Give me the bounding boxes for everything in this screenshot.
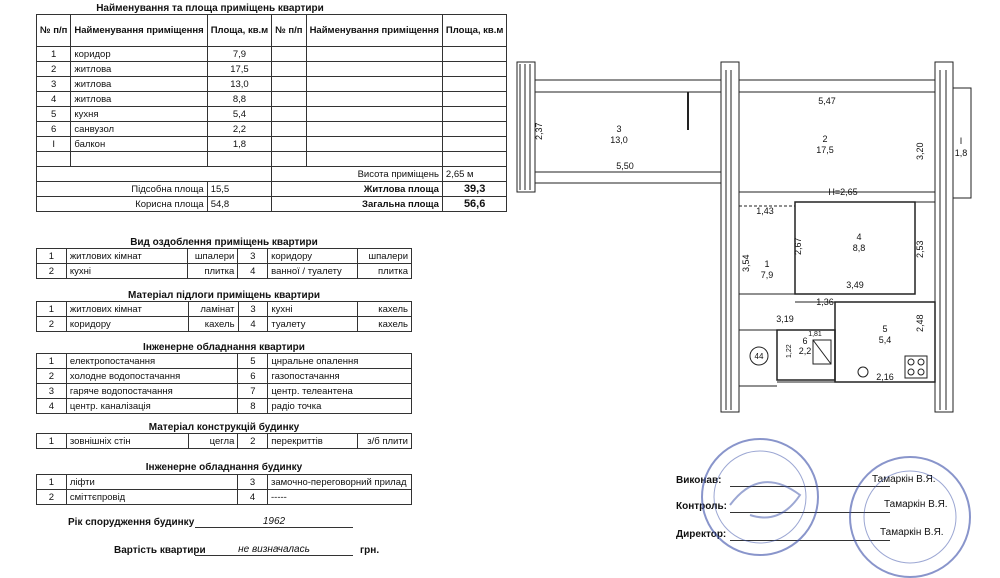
room-num: I xyxy=(37,137,71,152)
room-row xyxy=(37,77,507,92)
room-area: 5,4 xyxy=(207,107,272,122)
table-cell: 4 xyxy=(238,264,268,279)
table-cell: плитка xyxy=(358,264,412,279)
room3-num: 3 xyxy=(616,124,622,134)
useful-area-label: Корисна площа xyxy=(37,197,208,212)
table-cell: гаряче водопостачання xyxy=(66,384,238,399)
room5-area: 5,4 xyxy=(878,335,892,345)
aux-area-value: 15,5 xyxy=(207,182,272,197)
table-cell: ліфти xyxy=(66,475,237,490)
height-label: Висота приміщень xyxy=(272,167,443,182)
room-name: житлова xyxy=(71,62,207,77)
room-name: коридор xyxy=(71,47,207,62)
eng-bld-title: Інженерне обладнання будинку xyxy=(145,462,303,473)
room-area: 2,2 xyxy=(207,122,272,137)
height-value: 2,65 м xyxy=(442,167,507,182)
room-num: 4 xyxy=(37,92,71,107)
room-num: 5 xyxy=(37,107,71,122)
signature-scribble xyxy=(730,482,800,517)
room-num: 6 xyxy=(37,122,71,137)
dim-3-49: 3,49 xyxy=(846,280,864,290)
table-cell: перекриттів xyxy=(268,434,358,449)
table-cell: електропостачання xyxy=(66,354,238,369)
table-cell: 3 xyxy=(238,475,268,490)
table-row xyxy=(37,302,412,317)
dim-5-50: 5,50 xyxy=(616,161,634,171)
room-area: 7,9 xyxy=(207,47,272,62)
table-cell: 3 xyxy=(238,249,268,264)
room-area: 8,8 xyxy=(207,92,272,107)
table-row xyxy=(37,264,412,279)
dim-2-37: 2,37 xyxy=(534,122,544,140)
table-cell: радіо точка xyxy=(268,399,412,414)
room-name: житлова xyxy=(71,77,207,92)
room-area: 1,8 xyxy=(207,137,272,152)
table-cell: сміттєпровід xyxy=(66,490,237,505)
table-cell: кахель xyxy=(188,317,238,332)
room-row xyxy=(37,122,507,137)
table-row xyxy=(37,249,412,264)
table-row xyxy=(37,317,412,332)
table-row xyxy=(37,399,412,414)
unit-number: 44 xyxy=(754,352,764,361)
room-row xyxy=(37,137,507,152)
stamp-circle-1 xyxy=(702,439,818,555)
year-value: 1962 xyxy=(195,516,353,528)
dim-1-36: 1,36 xyxy=(816,297,834,307)
cost-value: не визначалась xyxy=(195,544,353,556)
table-cell: кухні xyxy=(66,264,188,279)
sig-name-3: Тамаркін В.Я. xyxy=(880,527,944,538)
room-num: 2 xyxy=(37,62,71,77)
table-row xyxy=(37,354,412,369)
table-cell: 2 xyxy=(37,369,67,384)
table-cell: ламінат xyxy=(188,302,238,317)
table-cell: 4 xyxy=(238,317,268,332)
table-row xyxy=(37,369,412,384)
floor-plan xyxy=(495,40,995,430)
room4-num: 4 xyxy=(856,232,862,242)
table-cell: 6 xyxy=(238,369,268,384)
living-area-label: Житлова площа xyxy=(272,182,443,197)
table-cell: туалету xyxy=(268,317,358,332)
table-cell: ванної / туалету xyxy=(268,264,358,279)
construction-table xyxy=(36,433,412,449)
table-cell: кахель xyxy=(358,317,412,332)
dim-5-47: 5,47 xyxy=(818,96,836,106)
table-cell: 4 xyxy=(37,399,67,414)
table-cell: 1 xyxy=(37,475,67,490)
table-cell: коридору xyxy=(268,249,358,264)
col-header-name-2: Найменування приміщення xyxy=(306,15,442,47)
table-cell: центр. телеантена xyxy=(268,384,412,399)
room6-area: 2,2 xyxy=(798,346,812,356)
sig-name-2: Тамаркін В.Я. xyxy=(884,499,948,510)
table-cell: кухні xyxy=(268,302,358,317)
rooms-table xyxy=(36,14,507,212)
table-cell: кахель xyxy=(358,302,412,317)
balcony-num: I xyxy=(959,136,963,146)
main-title: Найменування та площа приміщень квартири xyxy=(96,3,324,14)
room-row xyxy=(37,47,507,62)
table-cell: 3 xyxy=(37,384,67,399)
cost-unit: грн. xyxy=(360,545,380,556)
room1-num: 1 xyxy=(764,259,770,269)
sig-name-1: Тамаркін В.Я. xyxy=(872,474,936,485)
living-area-value: 39,3 xyxy=(442,182,507,197)
total-area-value: 56,6 xyxy=(442,197,507,212)
table-cell: плитка xyxy=(188,264,238,279)
stamps xyxy=(690,435,990,578)
aux-area-label: Підсобна площа xyxy=(37,182,208,197)
room2-area: 17,5 xyxy=(816,145,834,155)
wall-middle xyxy=(721,62,739,412)
cost-label: Вартість квартири xyxy=(114,545,206,556)
sig-role-2: Контроль: xyxy=(676,501,727,512)
table-cell: з/б плити xyxy=(358,434,412,449)
floor-title: Матеріал підлоги приміщень квартири xyxy=(128,290,320,301)
table-row xyxy=(37,475,412,490)
dim-3-54: 3,54 xyxy=(741,254,751,272)
table-cell: коридору xyxy=(66,317,188,332)
eng-apt-title: Інженерне обладнання квартири xyxy=(143,342,305,353)
dim-1-22: 1,22 xyxy=(786,344,793,358)
stamp-circle-2 xyxy=(850,457,970,577)
table-row xyxy=(37,434,412,449)
room-num: 3 xyxy=(37,77,71,92)
room6-num: 6 xyxy=(802,336,808,346)
room3-area: 13,0 xyxy=(610,135,628,145)
table-cell: 2 xyxy=(37,264,67,279)
table-row xyxy=(37,490,412,505)
table-cell: цнральне опалення xyxy=(268,354,412,369)
room-row xyxy=(37,62,507,77)
table-cell: замочно-переговорний прилад xyxy=(268,475,412,490)
room-num: 1 xyxy=(37,47,71,62)
floor-table xyxy=(36,301,412,332)
table-cell: 2 xyxy=(37,317,67,332)
useful-area-value: 54,8 xyxy=(207,197,272,212)
room-name: кухня xyxy=(71,107,207,122)
construction-title: Матеріал конструкцій будинку xyxy=(148,422,300,433)
table-cell: 2 xyxy=(238,434,268,449)
table-cell: житлових кімнат xyxy=(66,249,188,264)
height-note: Н=2,65 xyxy=(828,187,858,197)
room-name: санвузол xyxy=(71,122,207,137)
dim-1-81: 1,81 xyxy=(808,331,822,338)
col-header-num: № п/п xyxy=(37,15,71,47)
table-cell: зовнішніх стін xyxy=(66,434,188,449)
table-cell: цегла xyxy=(188,434,238,449)
col-header-name: Найменування приміщення xyxy=(71,15,207,47)
room-area: 17,5 xyxy=(207,62,272,77)
table-cell: холодне водопостачання xyxy=(66,369,238,384)
table-cell: 1 xyxy=(37,249,67,264)
table-cell: 2 xyxy=(37,490,67,505)
table-cell: ----- xyxy=(268,490,412,505)
dim-2-16: 2,16 xyxy=(876,372,894,382)
dim-2-67: 2,67 xyxy=(793,237,803,255)
table-cell: 1 xyxy=(37,302,67,317)
room2-num: 2 xyxy=(822,134,828,144)
table-cell: 5 xyxy=(238,354,268,369)
table-cell: 8 xyxy=(238,399,268,414)
sig-role-1: Виконав: xyxy=(676,475,722,486)
year-label: Рік спорудження будинку xyxy=(68,517,195,528)
dim-1-43: 1,43 xyxy=(756,206,774,216)
room5-num: 5 xyxy=(882,324,888,334)
eng-apt-table xyxy=(36,353,412,414)
balcony-area: 1,8 xyxy=(954,148,968,158)
col-header-num-2: № п/п xyxy=(272,15,306,47)
table-cell: 4 xyxy=(238,490,268,505)
finish-table xyxy=(36,248,412,279)
table-cell: центр. каналізація xyxy=(66,399,238,414)
dim-2-53: 2,53 xyxy=(915,240,925,258)
finish-title: Вид оздоблення приміщень квартири xyxy=(130,237,318,248)
wall-right xyxy=(935,62,953,412)
table-cell: шпалери xyxy=(358,249,412,264)
dim-2-48: 2,48 xyxy=(915,314,925,332)
room-name: житлова xyxy=(71,92,207,107)
table-cell: шпалери xyxy=(188,249,238,264)
table-cell: 3 xyxy=(238,302,268,317)
table-cell: 7 xyxy=(238,384,268,399)
room-area: 13,0 xyxy=(207,77,272,92)
table-row xyxy=(37,384,412,399)
eng-bld-table xyxy=(36,474,412,505)
col-header-area-2: Площа, кв.м xyxy=(442,15,507,47)
table-cell: житлових кімнат xyxy=(66,302,188,317)
table-cell: 1 xyxy=(37,354,67,369)
table-cell: 1 xyxy=(37,434,67,449)
room1-area: 7,9 xyxy=(760,270,774,280)
room4-area: 8,8 xyxy=(852,243,866,253)
room-row xyxy=(37,92,507,107)
room-name: балкон xyxy=(71,137,207,152)
dim-3-19: 3,19 xyxy=(776,314,794,324)
col-header-area: Площа, кв.м xyxy=(207,15,272,47)
total-area-label: Загальна площа xyxy=(272,197,443,212)
room-row xyxy=(37,107,507,122)
table-cell: газопостачання xyxy=(268,369,412,384)
dim-3-20: 3,20 xyxy=(915,142,925,160)
sig-role-3: Директор: xyxy=(676,529,727,540)
